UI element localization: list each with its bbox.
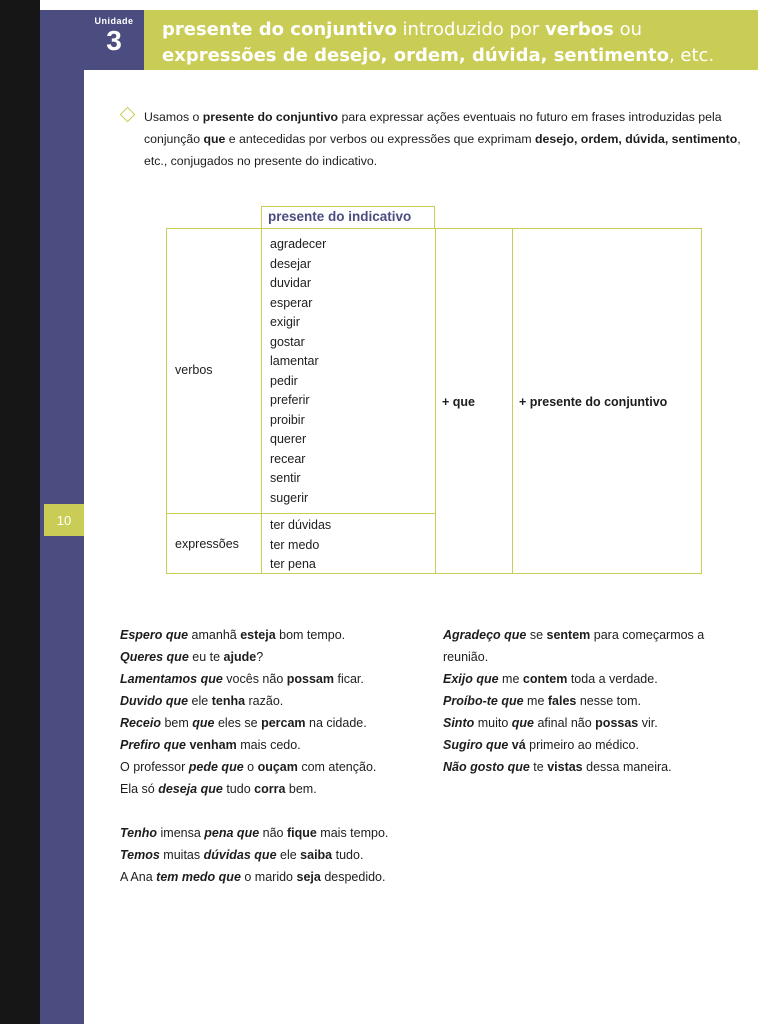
sentence-segment: ouçam xyxy=(257,760,298,774)
sentence-segment: Agradeço que xyxy=(443,628,527,642)
example-sentence xyxy=(443,756,743,778)
sentence-segment: te xyxy=(529,760,548,774)
sentence-segment: reunião. xyxy=(443,650,489,664)
verb-item: duvidar xyxy=(270,276,311,290)
examples-left xyxy=(120,624,430,888)
sentence-segment: vá xyxy=(511,738,526,752)
sentence-segment: pede que xyxy=(188,760,244,774)
intro-segment: presente do conjuntivo xyxy=(202,110,339,124)
book-spine xyxy=(0,0,40,1024)
sentence-segment: com atenção. xyxy=(297,760,377,774)
sentence-segment: dessa maneira. xyxy=(582,760,672,774)
sentence-segment: deseja que xyxy=(158,782,223,796)
sentence-segment: Não gosto que xyxy=(443,760,530,774)
sentence-segment: Temos xyxy=(120,848,160,862)
verb-item: esperar xyxy=(270,295,313,310)
sentence-segment: mais cedo. xyxy=(236,738,301,752)
diamond-bullet-icon xyxy=(120,107,136,123)
expression-item: ter pena xyxy=(270,557,316,571)
intro-text xyxy=(144,106,762,172)
verb-item: preferir xyxy=(270,393,310,407)
result-conjuntivo: + presente do conjuntivo xyxy=(519,395,668,409)
grammar-table xyxy=(166,206,702,574)
sentence-segment: Prefiro que xyxy=(120,738,186,752)
sentence-segment: Queres que xyxy=(120,650,189,664)
sentence-segment: Duvido que xyxy=(120,694,189,708)
sentence-segment: fique xyxy=(286,826,317,840)
sentence-segment: para começarmos a xyxy=(590,628,705,642)
sentence-segment: tudo xyxy=(222,782,255,796)
sentence-segment: imensa xyxy=(157,826,205,840)
sentence-segment: toda a verdade. xyxy=(567,672,658,686)
sentence-segment: Receio xyxy=(120,716,161,730)
connector-que: + que xyxy=(442,395,475,409)
sentence-segment: se xyxy=(526,628,547,642)
example-sentence xyxy=(443,712,743,734)
example-sentence xyxy=(120,866,430,888)
verbs-label: verbos xyxy=(175,363,213,377)
sentence-segment: Sugiro que xyxy=(443,738,509,752)
sentence-segment: ajude xyxy=(223,650,257,664)
intro-segment: desejo, ordem, dúvida, sentimento xyxy=(535,132,738,146)
sentence-segment: Sinto xyxy=(443,716,475,730)
page-title xyxy=(144,10,758,70)
verb-item: pedir xyxy=(270,373,298,388)
sentence-segment: não xyxy=(259,826,287,840)
sentence-segment: Tenho xyxy=(120,826,158,840)
example-sentence xyxy=(443,624,743,646)
verb-item: sentir xyxy=(270,471,301,485)
example-sentence xyxy=(120,844,430,866)
example-sentence xyxy=(120,756,430,778)
sentence-segment: Lamentamos que xyxy=(120,672,223,686)
example-sentence xyxy=(120,668,430,690)
example-sentence xyxy=(120,734,430,756)
verb-item: lamentar xyxy=(270,354,319,368)
verb-item: desejar xyxy=(270,256,311,271)
example-sentence xyxy=(120,822,430,844)
sentence-segment: o marido xyxy=(240,870,297,884)
sentence-segment: eu te xyxy=(188,650,224,664)
intro-paragraph xyxy=(122,106,762,172)
sentence-segment: primeiro ao médico. xyxy=(525,738,639,752)
sentence-segment: Espero que xyxy=(120,628,189,642)
sentence-segment: que xyxy=(192,716,215,730)
sentence-segment: dúvidas que xyxy=(203,848,277,862)
sentence-segment: tenha xyxy=(211,694,246,708)
sentence-segment: bem. xyxy=(285,782,317,796)
sentence-segment: esteja xyxy=(240,628,276,642)
sentence-segment: amanhã xyxy=(188,628,241,642)
intro-segment: Usamos o xyxy=(144,110,203,124)
page-number: 10 xyxy=(44,504,84,536)
sentence-segment: razão. xyxy=(245,694,284,708)
verb-item: gostar xyxy=(270,334,305,349)
sentence-segment: na cidade. xyxy=(305,716,367,730)
example-sentence xyxy=(443,668,743,690)
verb-item: querer xyxy=(270,432,307,446)
example-sentence xyxy=(443,690,743,712)
sentence-segment: contem xyxy=(522,672,568,686)
example-sentence xyxy=(120,624,430,646)
unit-number: 3 xyxy=(106,25,122,56)
sentence-segment: ficar. xyxy=(334,672,364,686)
verb-item: proibir xyxy=(270,412,305,427)
sentence-segment: despedido. xyxy=(320,870,386,884)
table-row-divider xyxy=(167,513,435,514)
sentence-segment: saiba xyxy=(300,848,333,862)
expression-item: ter medo xyxy=(270,537,320,552)
sentence-segment: pena que xyxy=(204,826,260,840)
verb-list xyxy=(270,235,326,508)
sentence-segment: muito xyxy=(474,716,512,730)
sentence-segment: possam xyxy=(286,672,334,686)
table-divider xyxy=(261,229,262,573)
expression-item: ter dúvidas xyxy=(270,518,332,532)
table-divider xyxy=(435,229,436,573)
sentence-segment: me xyxy=(498,672,523,686)
example-sentence xyxy=(443,646,743,668)
intro-segment: , etc., conjugados no presente do indicativo. xyxy=(144,132,741,168)
table-header: presente do indicativo xyxy=(261,206,435,228)
example-sentence xyxy=(120,646,430,668)
unit-label: Unidade xyxy=(94,16,134,26)
sentence-segment: tudo. xyxy=(332,848,364,862)
sentence-segment: O professor xyxy=(120,760,189,774)
sentence-segment: corra xyxy=(254,782,286,796)
sentence-segment: Proíbo-te que xyxy=(443,694,524,708)
intro-segment: e antecedidas por verbos ou expressões que exprimam xyxy=(225,132,536,146)
example-sentence xyxy=(120,712,430,734)
expression-list xyxy=(270,516,331,575)
sentence-segment: sentem xyxy=(546,628,591,642)
sentence-segment: o xyxy=(243,760,258,774)
example-sentence xyxy=(120,778,430,800)
sentence-segment: bem xyxy=(161,716,193,730)
sentence-segment: me xyxy=(523,694,548,708)
verb-item: exigir xyxy=(270,315,300,329)
sentence-segment: eles se xyxy=(214,716,262,730)
examples-right xyxy=(443,624,743,778)
sentence-segment: que xyxy=(511,716,534,730)
title-line-1: presente do conjuntivo introduzido por verbos ou xyxy=(162,19,642,40)
title-line-2: expressões de desejo, ordem, dúvida, sentimento, etc. xyxy=(162,45,715,66)
sentence-segment: seja xyxy=(296,870,321,884)
spacer xyxy=(120,800,430,822)
example-sentence xyxy=(120,690,430,712)
sentence-segment: venham xyxy=(189,738,237,752)
sentence-segment: nesse tom. xyxy=(576,694,641,708)
verb-item: recear xyxy=(270,451,306,466)
sentence-segment: afinal não xyxy=(534,716,596,730)
sentence-segment: fales xyxy=(547,694,577,708)
sentence-segment: ele xyxy=(188,694,212,708)
sentence-segment: vocês não xyxy=(222,672,287,686)
intro-segment: que xyxy=(203,132,226,146)
sentence-segment: possas xyxy=(595,716,639,730)
expressions-label: expressões xyxy=(175,537,239,551)
example-sentence xyxy=(443,734,743,756)
sentence-segment: percam xyxy=(261,716,306,730)
sentence-segment: vir. xyxy=(638,716,658,730)
sentence-segment: tem medo que xyxy=(156,870,241,884)
intro-segment: para expressar ações eventuais no futuro em frases introduzidas pela conjunção xyxy=(144,110,722,146)
sentence-segment: A Ana xyxy=(120,870,157,884)
table-divider xyxy=(512,229,513,573)
sentence-segment: Ela só xyxy=(120,782,159,796)
sentence-segment: Exijo que xyxy=(443,672,499,686)
verb-item: sugerir xyxy=(270,490,309,505)
sentence-segment: vistas xyxy=(547,760,583,774)
verb-item: agradecer xyxy=(270,237,327,251)
table-grid xyxy=(166,228,702,574)
sentence-segment: ? xyxy=(256,650,264,664)
sentence-segment: ele xyxy=(276,848,301,862)
sentence-segment: mais tempo. xyxy=(316,826,389,840)
sentence-segment: muitas xyxy=(159,848,204,862)
sentence-segment: bom tempo. xyxy=(275,628,346,642)
unit-badge xyxy=(84,10,144,70)
